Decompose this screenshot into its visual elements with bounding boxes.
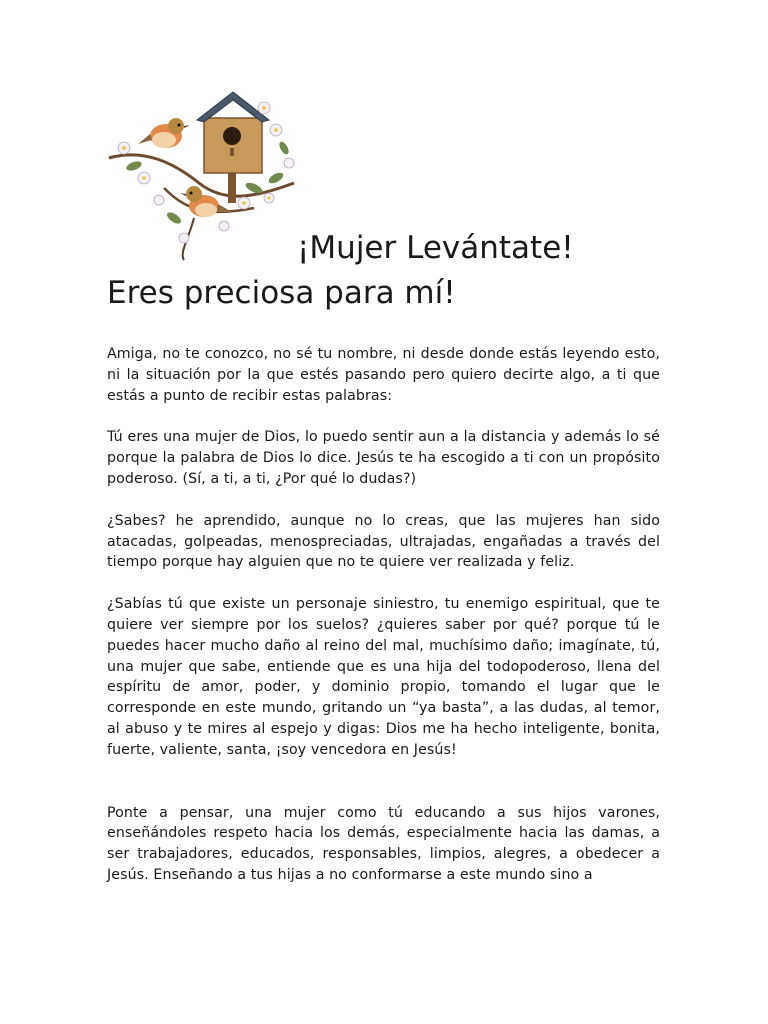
paragraph: ¿Sabías tú que existe un personaje siniestro, tu enemigo espiritual, que te quiere ver siempre por los suelos? ¿quieres saber por qué? porque tú le puedes hacer mucho daño al reino del mal, muchísimo daño; imagínate, tú, una mujer que sabe, entiende que es una hija del todopoderoso, llena del espíritu de amor, poder, y dominio propio, tomando el lugar que le corresponde en este mundo, gritando un “ya basta”, a las dudas, al temor, al abuso y te mires al espejo y digas: Dios me ha hecho inteligente, bonita, fuerte, valiente, santa, ¡soy vencedora en Jesús! xyxy=(107,596,660,758)
document-body xyxy=(107,344,660,886)
birdhouse-illustration xyxy=(104,88,304,263)
title-line-2: Eres preciosa para mí! xyxy=(107,275,456,311)
paragraph: ¿Sabes? he aprendido, aunque no lo creas, que las mujeres han sido atacadas, golpeadas, menospreciadas, ultrajadas, engañadas a través del tiempo porque hay alguien que no te quiere ver realizada y feliz. xyxy=(107,512,660,571)
paragraph: Tú eres una mujer de Dios, lo puedo sentir aun a la distancia y además lo sé porque la palabra de Dios lo dice. Jesús te ha escogido a ti con un propósito poderoso. (Sí, a ti, a ti, ¿Por qué lo dudas?) xyxy=(107,429,660,487)
title-line-1: ¡Mujer Levántate! xyxy=(297,230,574,266)
bird-icon xyxy=(138,118,190,148)
paragraph: Amiga, no te conozco, no sé tu nombre, ni desde donde estás leyendo esto, ni la situación por la que estés pasando pero quiero decirte algo, a ti que estás a punto de recibir estas palabras: xyxy=(107,346,660,404)
paragraph: Ponte a pensar, una mujer como tú educando a sus hijos varones, enseñándoles respeto hacia los demás, especialmente hacia las damas, a ser trabajadores, educados, responsables, limpios, alegres, a obedecer a Jesús. Enseñando a tus hijas a no conformarse a este mundo sino a xyxy=(107,804,660,883)
